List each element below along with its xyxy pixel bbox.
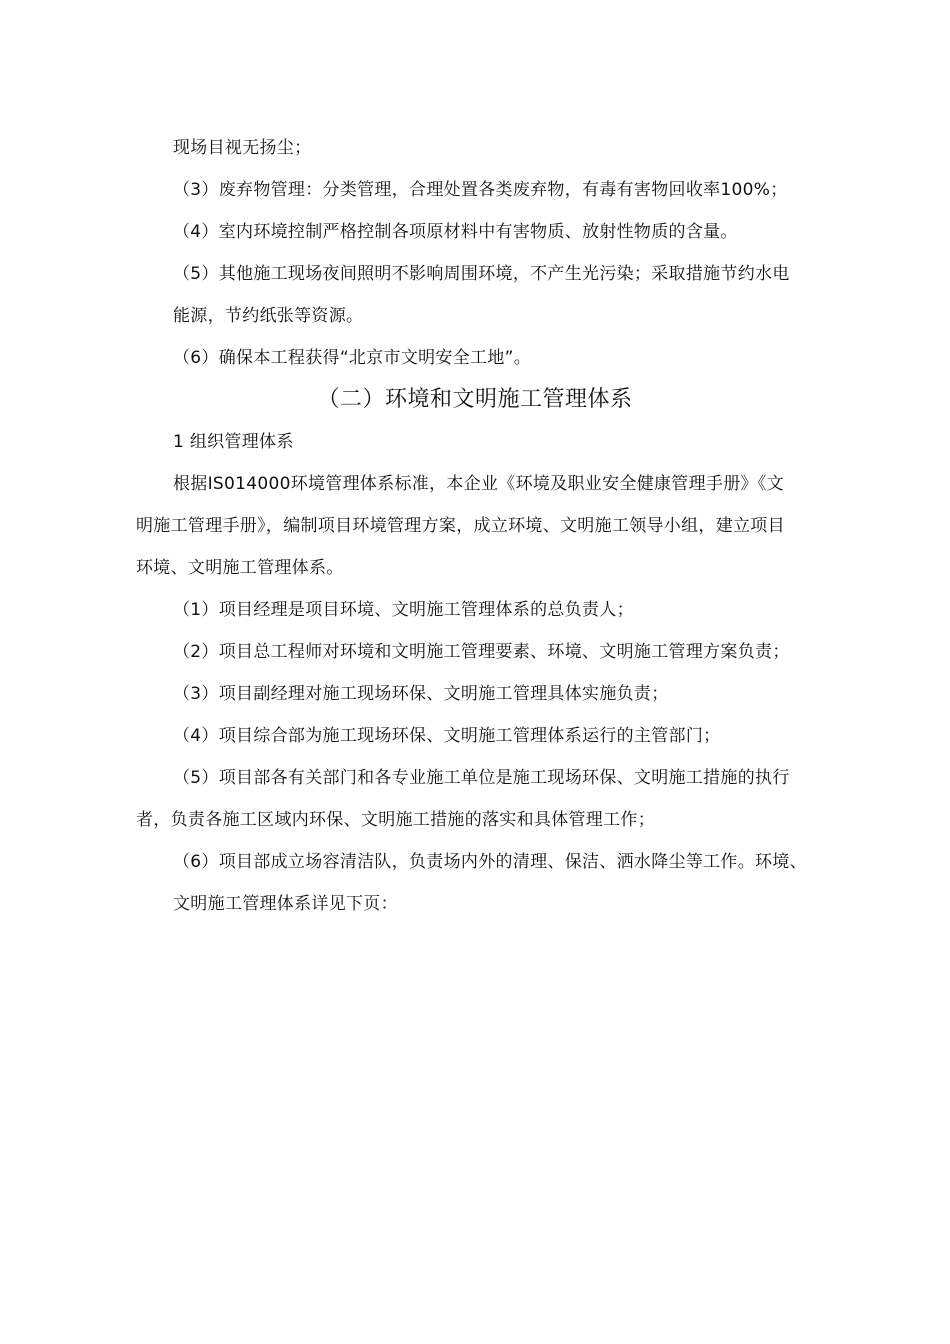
- list-item: （6）项目部成立场容清洁队，负责场内外的清理、保洁、洒水降尘等工作。环境、: [173, 852, 807, 872]
- list-item: （3）项目副经理对施工现场环保、文明施工管理具体实施负责；: [173, 684, 669, 704]
- list-item: 者，负责各施工区域内环保、文明施工措施的落实和具体管理工作；: [136, 810, 655, 830]
- paragraph-line: 现场目视无扬尘；: [173, 138, 312, 158]
- list-item: （1）项目经理是项目环境、文明施工管理体系的总负责人；: [173, 600, 634, 620]
- paragraph-line: 根据IS014000环境管理体系标准，本企业《环境及职业安全健康管理手册》《文: [173, 474, 784, 494]
- paragraph-line: 明施工管理手册》，编制项目环境管理方案，成立环境、文明施工领导小组，建立项目: [136, 516, 785, 536]
- subheading: 1 组织管理体系: [173, 432, 294, 452]
- list-item: （4）项目综合部为施工现场环保、文明施工管理体系运行的主管部门；: [173, 726, 721, 746]
- paragraph-line: （6）确保本工程获得“北京市文明安全工地”。: [173, 348, 532, 368]
- paragraph-line: （5）其他施工现场夜间照明不影响周围环境，不产生光污染；采取措施节约水电: [173, 264, 790, 284]
- list-item: 文明施工管理体系详见下页：: [173, 894, 398, 914]
- section-heading: （二）环境和文明施工管理体系: [317, 387, 633, 412]
- paragraph-line: （3）废弃物管理：分类管理，合理处置各类废弃物，有毒有害物回收率100%；: [173, 180, 788, 200]
- list-item: （5）项目部各有关部门和各专业施工单位是施工现场环保、文明施工措施的执行: [173, 768, 790, 788]
- paragraph-line: （4）室内环境控制严格控制各项原材料中有害物质、放射性物质的含量。: [173, 222, 738, 242]
- paragraph-line: 环境、文明施工管理体系。: [136, 558, 344, 578]
- list-item: （2）项目总工程师对环境和文明施工管理要素、环境、文明施工管理方案负责；: [173, 642, 790, 662]
- paragraph-line: 能源，节约纸张等资源。: [173, 306, 364, 326]
